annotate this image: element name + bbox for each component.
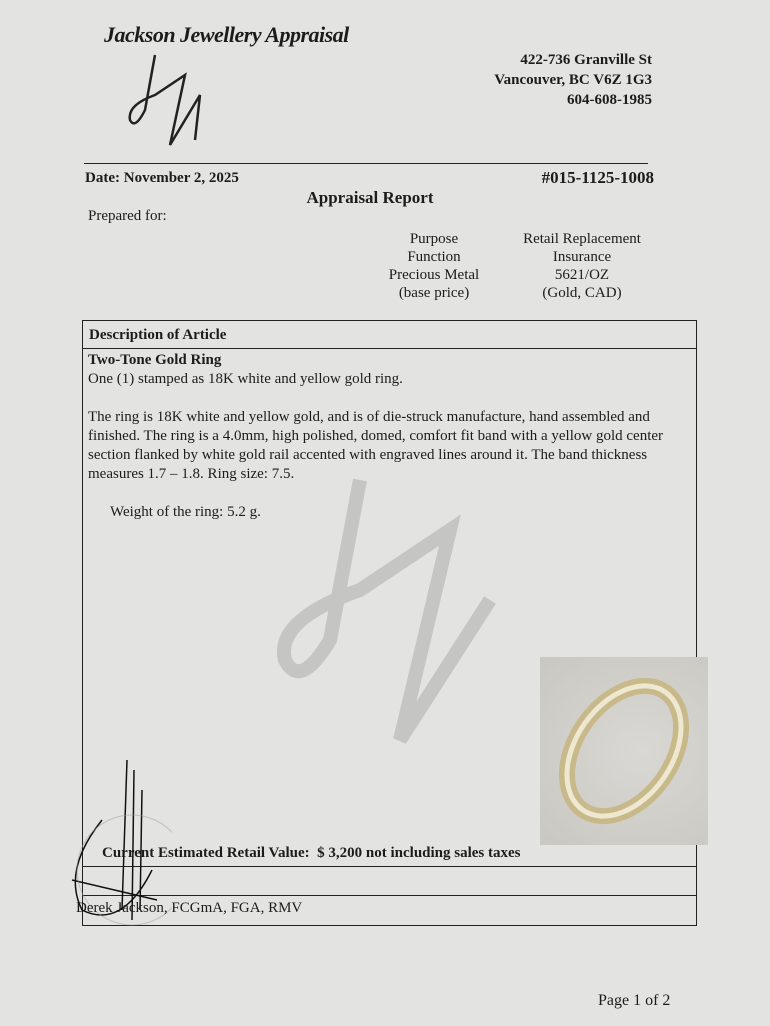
phone: 604-608-1985 — [567, 92, 652, 108]
header-divider — [84, 163, 648, 164]
street: 422-736 Granville St — [520, 52, 652, 68]
report-date: Date: November 2, 2025 — [85, 170, 239, 186]
article-summary: One (1) stamped as 18K white and yellow gold ring. — [88, 371, 403, 387]
purpose-label: Purpose — [409, 231, 459, 247]
prepared-for-label: Prepared for: — [88, 208, 167, 224]
company-address — [494, 50, 652, 110]
ring-photo — [540, 657, 708, 845]
article-weight: Weight of the ring: 5.2 g. — [110, 504, 261, 520]
article-header: Description of Article — [83, 321, 696, 349]
report-title: Appraisal Report — [306, 188, 434, 207]
appraiser-name: Derek Jackson, FCGmA, FGA, RMV — [76, 900, 303, 916]
article-description: The ring is 18K white and yellow gold, and is of die-struck manufacture, hand assembled and finished. The ring is a 4.0mm, high polished, domed, comfort fit band with a yellow gold center section flanked by white gold rail accented with engraved lines around it. The band thickness measures 1.7 – 1.8. Ring size: 7.5. — [88, 409, 664, 482]
base-price-label: (base price) — [398, 285, 470, 301]
function-label: Function — [407, 249, 461, 265]
precious-metal-value: 5621/OZ — [554, 267, 610, 283]
precious-metal-label: Precious Metal — [388, 267, 480, 283]
detail-values — [508, 230, 656, 302]
report-number: #015-1125-1008 — [541, 168, 654, 187]
retail-value-label: Current Estimated Retail Value: — [102, 845, 310, 861]
retail-value-row — [82, 845, 697, 867]
jj-monogram-logo — [125, 50, 215, 150]
article-name: Two-Tone Gold Ring — [88, 352, 222, 368]
page-number: Page 1 of 2 — [598, 992, 671, 1009]
base-price-value: (Gold, CAD) — [542, 285, 622, 301]
purpose-value: Retail Replacement — [523, 231, 641, 247]
function-value: Insurance — [552, 249, 612, 265]
ring-image — [540, 657, 708, 845]
watermark-monogram — [270, 470, 510, 770]
detail-labels — [372, 230, 496, 302]
company-name: Jackson Jewellery Appraisal — [104, 22, 349, 47]
city: Vancouver, BC V6Z 1G3 — [494, 72, 652, 88]
signature-line — [82, 895, 697, 896]
retail-value: $ 3,200 not including sales taxes — [317, 845, 521, 861]
